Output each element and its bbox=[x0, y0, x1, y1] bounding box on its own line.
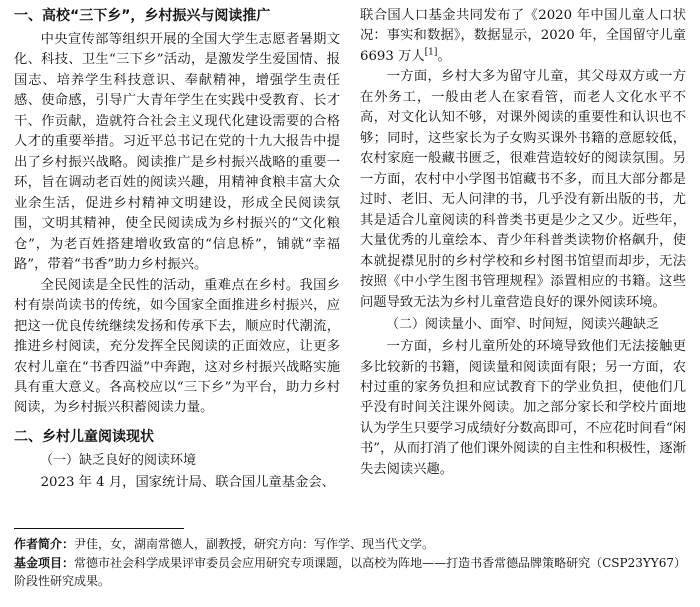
paragraph-statistics-continued bbox=[360, 6, 686, 67]
paragraph-sanxiaxiang: 中央宣传部等组织开展的全国大学生志愿者暑期文化、科技、卫生“三下乡”活动，是激发学生爱国情、报国志、培养学生科技意识、奉献精神，增强学生责任感、使命感，引导广大青年学生在实践中受教育、长才干、作贡献，造就符合社会主义现代化建设需要的合格人才的重要举措。习近平总书记在党的十九大报告中提出了乡村振兴战略。阅读推广是乡村振兴战略的重要一环，旨在调动老百姓的阅读兴趣，用精神食粮丰富大众业余生活，促进乡村精神文明建设，形成全民阅读氛围，文明其精神，使全民阅读成为乡村振兴的“文化粮仓”，为老百姓搭建增收致富的“信息桥”，铺就“幸福路”，带着“书香”助力乡村振兴。 bbox=[14, 32, 340, 273]
statistics-text: 联合国人口基金共同发布了《2020 年中国儿童人口状况：事实和数据》，数据显示，2020 年，全国留守儿童 6693 万人 bbox=[360, 8, 686, 64]
author-note bbox=[14, 535, 686, 554]
paragraph-statistics-start: 2023 年 4 月，国家统计局、联合国儿童基金会、 bbox=[40, 474, 335, 490]
left-column bbox=[14, 6, 340, 518]
fund-note bbox=[14, 554, 686, 591]
author-label: 作者简介： bbox=[14, 537, 75, 551]
statistics-end: 。 bbox=[437, 48, 451, 64]
two-column-body bbox=[14, 6, 686, 518]
section-heading-1: 一、高校“三下乡”，乡村振兴与阅读推广 bbox=[14, 8, 271, 24]
footnote-block bbox=[14, 535, 686, 591]
paragraph-national-reading: 全民阅读是全民性的活动，重难点在乡村。我国乡村有崇尚读书的传统，如今国家全面推进乡村振兴，应把这一优良传统继续发扬和传承下去，顺应时代潮流，推进乡村阅读，充分发挥全民阅读的正面效应，让更多农村儿童在“书香四溢”中奔跑，这对乡村振兴战略实施具有重大意义。各高校应以“三下乡”为平台，助力乡村阅读，为乡村振兴积蓄阅读力量。 bbox=[14, 277, 340, 416]
author-text: 尹佳，女，湖南常德人，副教授，研究方向：写作学、现当代文学。 bbox=[74, 537, 435, 551]
reference-marker[interactable]: [1] bbox=[424, 47, 438, 58]
paragraph-left-behind-children: 一方面，乡村大多为留守儿童，其父母双方或一方在外务工，一般由老人在家看管，而老人文化水平不高，对文化认知不够，对课外阅读的重要性和认识也不够；同时，这些家长为子女购买课外书籍的意愿较低，农村家庭一般藏书匮乏，很难营造较好的阅读氛围。另一方面，农村中小学图书馆藏书不多，而且大部分都是过时、老旧、无人问津的书，几乎没有新出版的书，尤其是适合儿童阅读的科普类书更是少之又少。近些年，大量优秀的儿童绘本、青少年科普类读物价格飙升，使本就捉襟见肘的乡村学校和乡村图书馆望而却步，无法按照《中小学生图书管理规程》添置相应的书籍。这些问题导致无法为乡村儿童营造良好的课外阅读环境。 bbox=[360, 69, 686, 310]
section-heading-2: 二、乡村儿童阅读现状 bbox=[14, 428, 154, 445]
fund-text: 常德市社会科学成果评审委员会应用研究专项课题，以高校为阵地——打造书香常德品牌策略研究（CSP23YY67）阶段性研究成果。 bbox=[14, 555, 686, 589]
footnote-rule bbox=[14, 528, 184, 529]
subsection-heading-1: （一）缺乏良好的阅读环境 bbox=[40, 452, 197, 468]
fund-label: 基金项目： bbox=[14, 555, 75, 570]
right-column bbox=[360, 6, 686, 518]
paragraph-reading-interest: 一方面，乡村儿童所处的环境导致他们无法接触更多比较新的书籍，阅读量和阅读面有限；另一方面，农村过重的家务负担和应试教育下的学业负担，使他们几乎没有时间关注课外阅读。加之部分家长和学校片面地认为学生只要学习成绩好分数高即可，不应花时间看“闲书”，从而打消了他们课外阅读的自主性和积极性，逐渐失去阅读兴趣。 bbox=[360, 339, 686, 477]
subsection-heading-2: （二）阅读量小、面窄、时间短，阅读兴趣缺乏 bbox=[386, 317, 660, 333]
